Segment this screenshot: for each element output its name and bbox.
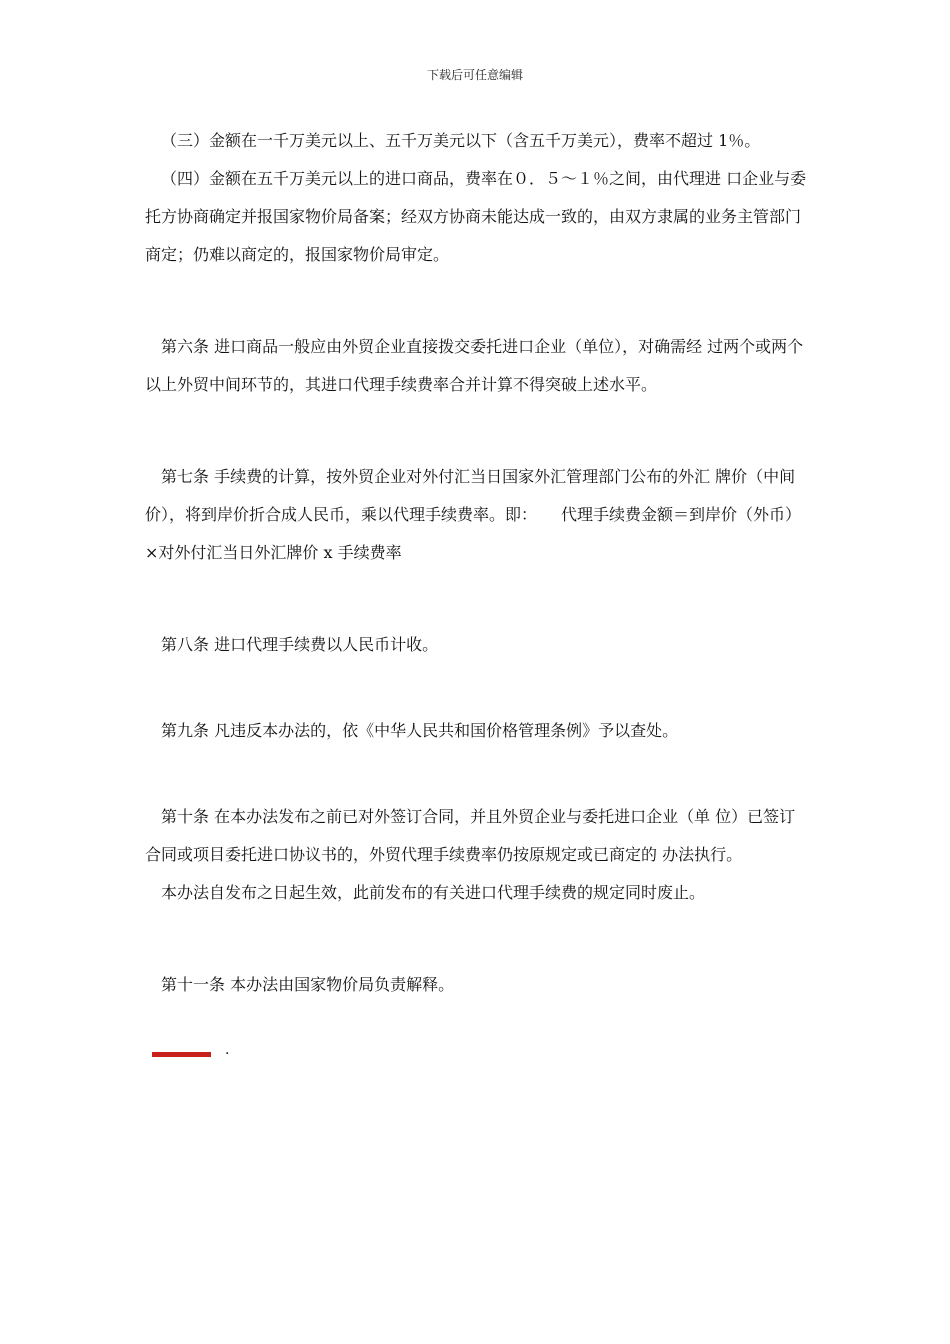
paragraph-spacer [145,664,807,712]
paragraph-spacer [145,912,807,966]
page-header: 下载后可任意编辑 [426,68,523,82]
paragraph-spacer [145,750,807,798]
document-body [145,122,807,1004]
article-10: 第十条 在本办法发布之前已对外签订合同，并且外贸企业与委托进口企业（单 位）已签订合同或项目委托进口协议书的，外贸代理手续费率仍按原规定或已商定的 办法执行。 [145,807,796,864]
article-9: 第九条 凡违反本办法的，依《中华人民共和国价格管理条例》予以查处。 [161,721,679,740]
paragraph-spacer [145,274,807,328]
footer-dot: . [225,1042,230,1058]
effective-clause: 本办法自发布之日起生效，此前发布的有关进口代理手续费的规定同时废止。 [161,883,706,902]
paragraph-item-4: （四）金额在五千万美元以上的进口商品，费率在０．５～１％之间，由代理进 口企业与委托方协商确定并报国家物价局备案；经双方协商未能达成一致的，由双方隶属的业务主管部门商定；仍难以商定的，报国家物价局审定。 [145,169,807,264]
article-6: 第六条 进口商品一般应由外贸企业直接拨交委托进口企业（单位），对确需经 过两个或两个以上外贸中间环节的，其进口代理手续费率合并计算不得突破上述水平。 [145,337,804,394]
paragraph-spacer [145,404,807,458]
footer-red-bar [152,1052,211,1057]
paragraph-item-3: （三）金额在一千万美元以上、五千万美元以下（含五千万美元），费率不超过 1％。 [161,131,761,150]
paragraph-spacer [145,572,807,626]
article-7: 第七条 手续费的计算，按外贸企业对外付汇当日国家外汇管理部门公布的外汇 牌价（中间价），将到岸价折合成人民币，乘以代理手续费率。即： 代理手续费金额＝到岸价（外币）×对外付汇当日外汇牌价 x 手续费率 [145,467,802,562]
article-8: 第八条 进口代理手续费以人民币计收。 [161,635,439,654]
article-11: 第十一条 本办法由国家物价局负责解释。 [161,975,455,994]
